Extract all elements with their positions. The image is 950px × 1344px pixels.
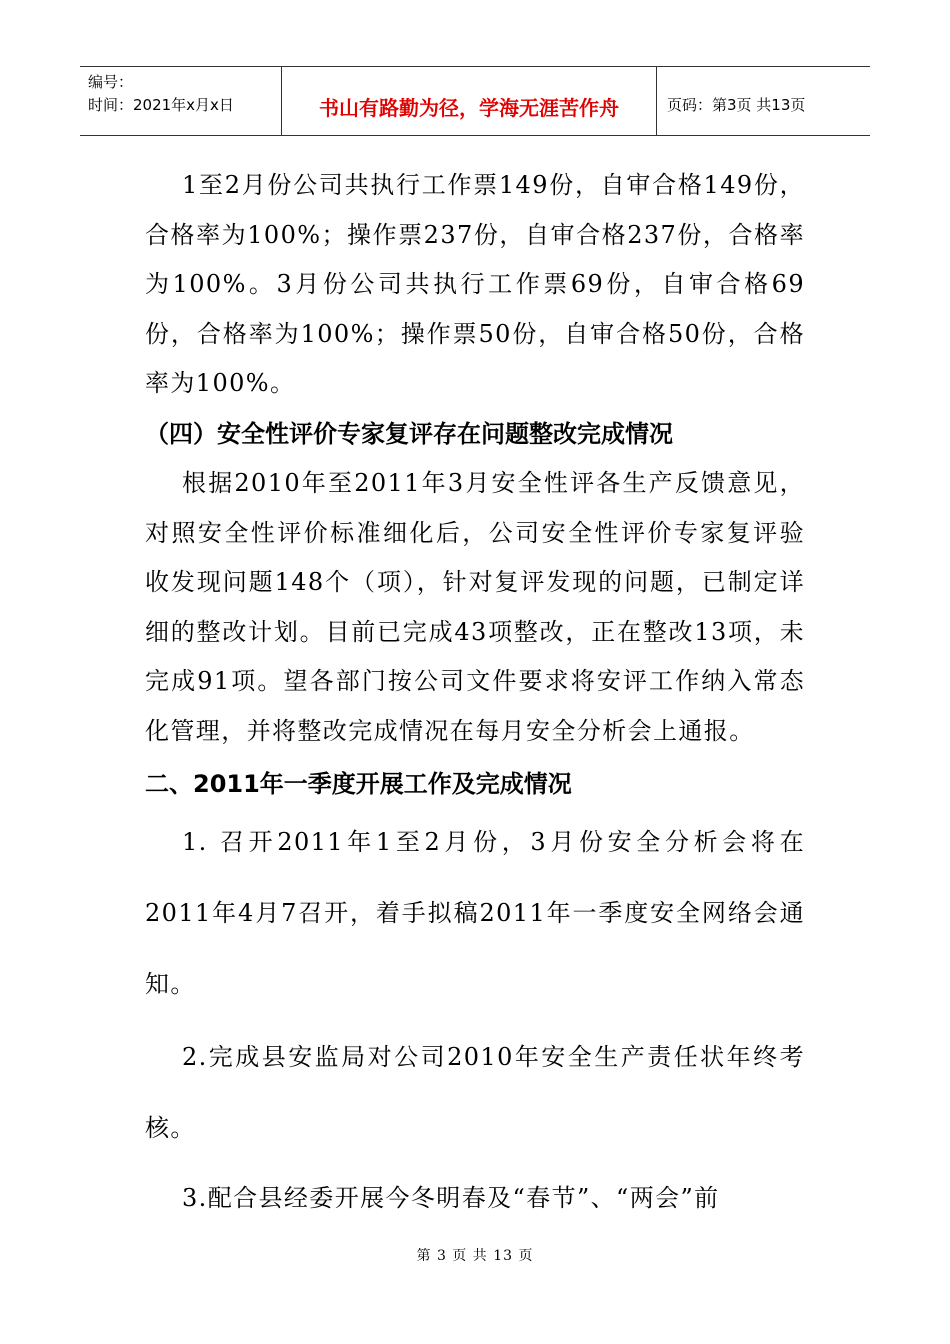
- section-heading-safety-review: （四）安全性评价专家复评存在问题整改完成情况: [145, 420, 673, 448]
- document-time-label: 时间：2021年x月x日: [88, 96, 234, 114]
- header-page-info: 页码：第3页 共13页: [667, 96, 806, 114]
- paragraph-ticket-stats: 1至2月份公司共执行工作票149份，自审合格149份，合格率为100%；操作票237份，自审合格237份，合格率为100%。3月份公司共执行工作票69份，自审合格69份，合格率为100%；操作票50份，自审合格50份，合格率为100%。: [145, 171, 805, 397]
- header-motto: 书山有路勤为径，学海无涯苦作舟: [319, 96, 619, 120]
- section-heading-q1-work: 二、2011年一季度开展工作及完成情况: [145, 770, 572, 798]
- list-item-3: 3.配合县经委开展今冬明春及“春节”、“两会”前: [182, 1184, 720, 1212]
- document-number-label: 编号：: [88, 73, 134, 91]
- paragraph-safety-review: 根据2010年至2011年3月安全性评各生产反馈意见，对照安全性评价标准细化后，公司安全性评价专家复评验收发现问题148个（项），针对复评发现的问题，已制定详细的整改计划。目前已完成43项整改，正在整改13项，未完成91项。望各部门按公司文件要求将安评工作纳入常态化管理，并将整改完成情况在每月安全分析会上通报。: [145, 469, 805, 745]
- document-header: [80, 66, 870, 136]
- list-item-1: 1. 召开2011年1至2月份，3月份安全分析会将在2011年4月7召开，着手拟稿2011年一季度安全网络会通知。: [145, 828, 805, 998]
- list-item-2: 2.完成县安监局对公司2010年安全生产责任状年终考核。: [145, 1043, 805, 1142]
- header-motto-cell: [282, 67, 657, 135]
- header-meta-cell: [80, 67, 282, 135]
- header-page-cell: [657, 67, 870, 135]
- page-footer: 第 3 页 共 13 页: [416, 1248, 534, 1264]
